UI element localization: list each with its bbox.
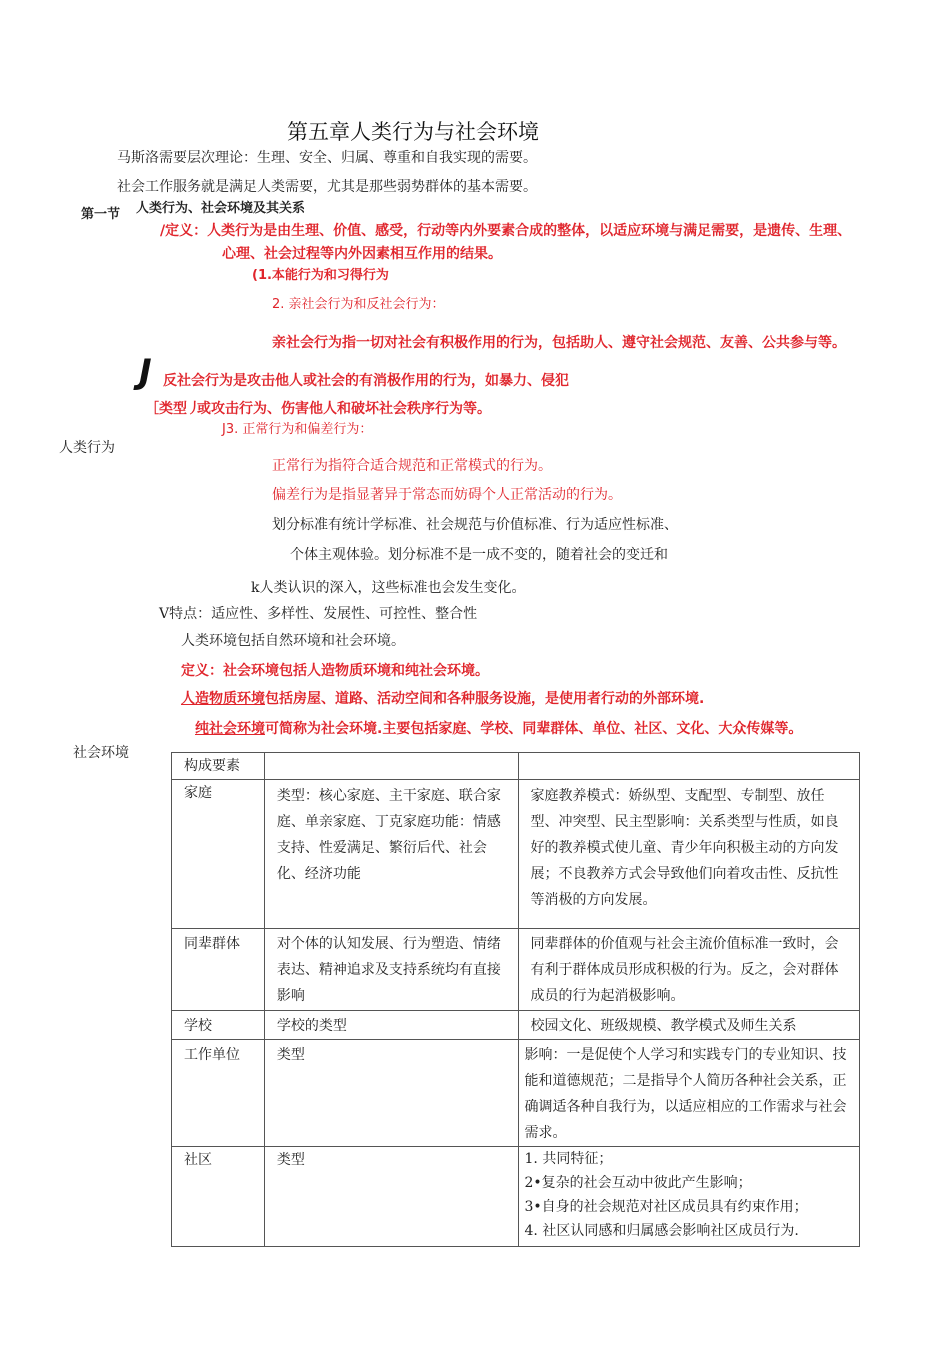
normal-behavior-text: 正常行为指符合适合规范和正常模式的行为。 xyxy=(272,458,552,474)
table-cell: 类型 xyxy=(264,1147,518,1247)
table-cell: 类型 xyxy=(264,1040,518,1147)
list-item: 2•复杂的社会互动中彼此产生影响； xyxy=(524,1175,752,1191)
behavior-definition-line-2: 心理、社会过程等内外因素相互作用的结果。 xyxy=(222,246,502,262)
criteria-line-1: 划分标准有统计学标准、社会规范与价值标准、行为适应性标准、 xyxy=(272,517,678,533)
table-cell: 家庭教养模式：娇纵型、支配型、专制型、放任型、冲突型、民主型影响：关系类型与性质，如良好的教养模式使儿童、青少年向积极主动的方向发展；不良教养方式会导致他们向着攻击性、反抗性等消极的方向发展。 xyxy=(518,780,859,929)
environment-side-label: 社会环境 xyxy=(73,745,129,761)
table-cell-name: 社区 xyxy=(172,1147,265,1247)
antisocial-text-2: 或攻击行为、伤害他人和破坏社会秩序行为等。 xyxy=(197,401,491,417)
criteria-line-3: k人类认识的深入，这些标准也会发生变化。 xyxy=(251,580,526,596)
list-item: 1. 共同特征； xyxy=(524,1151,613,1167)
environment-intro: 人类环境包括自然环境和社会环境。 xyxy=(181,633,405,649)
criteria-line-2: 个体主观体验。划分标准不是一成不变的，随着社会的变迁和 xyxy=(290,547,668,563)
table-cell-list xyxy=(518,1147,859,1247)
intro-line-2: 社会工作服务就是满足人类需要，尤其是那些弱势群体的基本需要。 xyxy=(117,179,537,195)
table-header-row xyxy=(172,753,860,780)
table-cell-name: 学校 xyxy=(172,1011,265,1040)
table-row xyxy=(172,1040,860,1147)
material-environment-line xyxy=(181,688,704,708)
section-label: 第一节 xyxy=(81,207,121,222)
prosocial-text: 亲社会行为指一切对社会有积极作用的行为，包括助人、遵守社会规范、友善、公共参与等。 xyxy=(272,335,846,351)
behavior-definition-line-1: /定义：人类行为是由生理、价值、感受，行动等内外要素合成的整体，以适应环境与满足需要，是遗传、生理、 xyxy=(160,223,852,239)
page-title: 第五章人类行为与社会环境 xyxy=(287,120,539,144)
table-cell: 对个体的认知发展、行为塑造、情绪表达、精神追求及支持系统均有直接影响 xyxy=(264,929,518,1011)
table-cell: 校园文化、班级规模、教学模式及师生关系 xyxy=(518,1011,859,1040)
material-environment-desc: 包括房屋、道路、活动空间和各种服务设施，是使用者行动的外部环境. xyxy=(265,691,705,707)
list-item: 3•自身的社会规范对社区成员具有约束作用； xyxy=(524,1199,808,1215)
antisocial-text-1: 反社会行为是攻击他人或社会的有消极作用的行为，如暴力、侵犯 xyxy=(163,373,569,389)
table-row xyxy=(172,1147,860,1247)
table-cell: 同辈群体的价值观与社会主流价值标准一致时，会有利于群体成员形成积极的行为。反之，会对群体成员的行为起消极影响。 xyxy=(518,929,859,1011)
environment-components-table xyxy=(171,752,860,1247)
brace-glyph: J xyxy=(139,352,152,392)
behavior-type-1: (1.本能行为和习得行为 xyxy=(252,268,389,283)
deviant-behavior-text: 偏差行为是指显著异于常态而妨碍个人正常活动的行为。 xyxy=(272,487,622,503)
table-row xyxy=(172,1011,860,1040)
behavior-side-label: 人类行为 xyxy=(59,440,115,456)
pure-environment-term: 纯社会环境 xyxy=(195,721,265,737)
table-cell: 类型：核心家庭、主干家庭、联合家庭、单亲家庭、丁克家庭功能：情感支持、性爱满足、繁衍后代、社会化、经济功能 xyxy=(264,780,518,929)
material-environment-term: 人造物质环境 xyxy=(181,691,265,707)
behavior-features: V特点：适应性、多样性、发展性、可控性、整合性 xyxy=(159,606,478,622)
table-header-cell xyxy=(518,753,859,780)
table-row xyxy=(172,780,860,929)
section-heading: 人类行为、社会环境及其关系 xyxy=(136,201,306,216)
table-header-cell xyxy=(264,753,518,780)
intro-line-1: 马斯洛需要层次理论：生理、安全、归属、尊重和自我实现的需要。 xyxy=(117,150,537,166)
behavior-type-2: 2. 亲社会行为和反社会行为： xyxy=(272,297,445,312)
pure-environment-desc: 可简称为社会环境.主要包括家庭、学校、同辈群体、单位、社区、文化、大众传媒等。 xyxy=(265,721,803,737)
list-item: 4. 社区认同感和归属感会影响社区成员行为. xyxy=(524,1223,799,1239)
environment-definition: 定义：社会环境包括人造物质环境和纯社会环境。 xyxy=(181,663,489,679)
behavior-type-3: J3. 正常行为和偏差行为： xyxy=(222,422,373,437)
table-cell: 学校的类型 xyxy=(264,1011,518,1040)
pure-environment-line xyxy=(195,718,802,738)
table-cell-name: 工作单位 xyxy=(172,1040,265,1147)
type-bracket-label: ［类型丿 xyxy=(145,401,201,417)
table-row xyxy=(172,929,860,1011)
table-header-cell: 构成要素 xyxy=(172,753,265,780)
table-cell-name: 家庭 xyxy=(172,780,265,929)
table-cell-name: 同辈群体 xyxy=(172,929,265,1011)
table-cell: 影响：一是促使个人学习和实践专门的专业知识、技能和道德规范；二是指导个人简历各种社会关系，正确调适各种自我行为，以适应相应的工作需求与社会需求。 xyxy=(518,1040,859,1147)
